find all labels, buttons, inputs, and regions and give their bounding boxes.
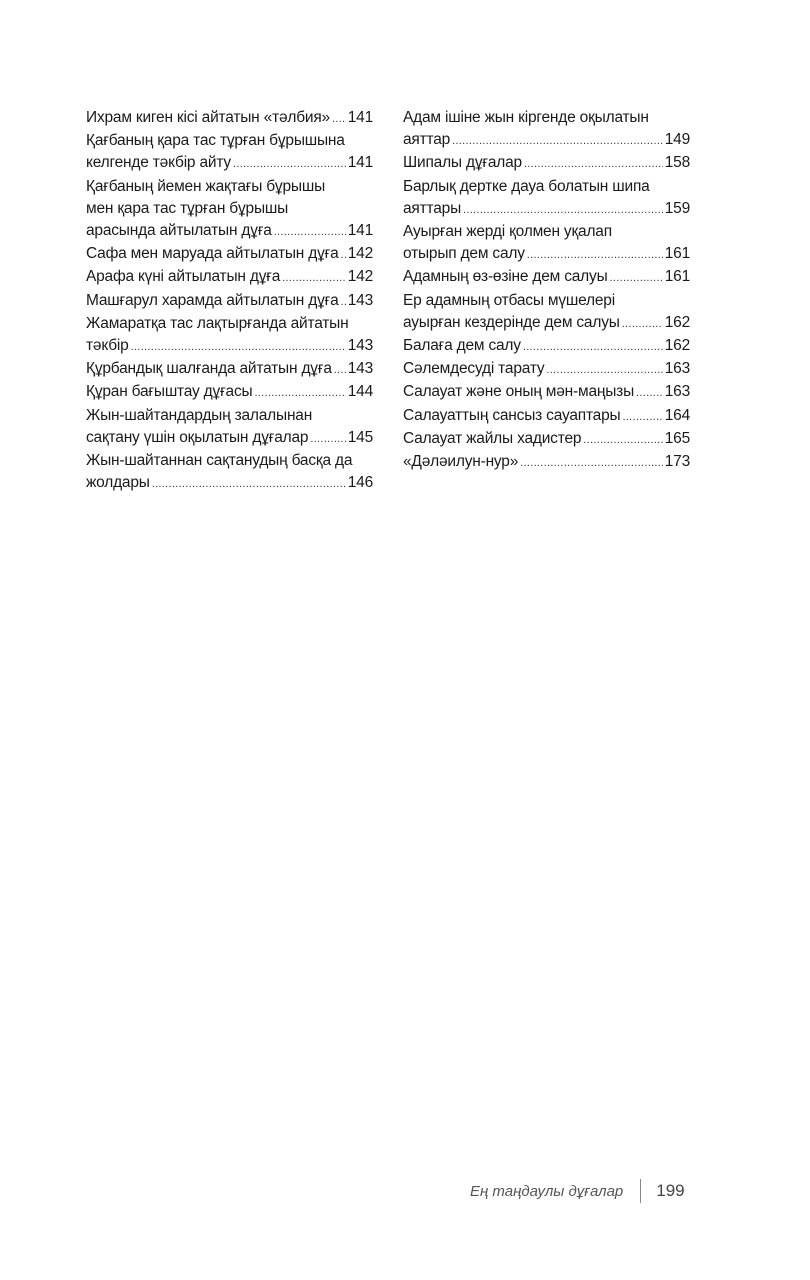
page-number: 199 <box>656 1181 685 1200</box>
toc-entry-title: Машғарул харамда айтылатын дұға <box>86 291 339 309</box>
toc-entry-leader-line <box>403 358 690 381</box>
dot-leader <box>546 359 662 381</box>
toc-left-column <box>86 107 373 495</box>
toc-entry-leader-line <box>86 220 373 243</box>
toc-entry-title: аяттары <box>403 199 462 217</box>
toc-entry <box>403 221 690 266</box>
toc-page-number: 162 <box>664 337 690 355</box>
toc-page-number: 173 <box>664 453 690 471</box>
toc-entry-line: Жын-шайтаннан сақтанудың басқа да <box>86 452 353 470</box>
dot-leader <box>520 452 663 474</box>
toc-entry-leader-line <box>403 451 690 474</box>
footer-divider <box>640 1179 641 1203</box>
toc-entry-line: Қағбаның йемен жақтағы бұрышы <box>86 177 326 195</box>
toc-entry <box>86 358 373 381</box>
toc-entry-leader-line <box>86 427 373 450</box>
dot-leader <box>334 359 346 381</box>
toc-entry-title: сақтану үшін оқылатын дұғалар <box>86 428 309 446</box>
toc-entry <box>86 405 373 450</box>
toc-entry <box>86 107 373 130</box>
toc-entry-leader-line <box>86 381 373 404</box>
toc-entry-line: Жамаратқа тас лақтырғанда айтатын <box>86 314 349 332</box>
toc-entry <box>403 428 690 451</box>
toc-entry-leader-line <box>86 290 373 313</box>
toc-entry-leader-line <box>86 107 373 130</box>
toc-entry <box>86 243 373 266</box>
toc-entry-title: ауырған кездерінде дем салуы <box>403 313 620 331</box>
toc-page-number: 163 <box>664 360 690 378</box>
dot-leader <box>233 153 346 175</box>
toc-entry <box>403 358 690 381</box>
toc-entry-title: Құран бағыштау дұғасы <box>86 383 253 401</box>
dot-leader <box>274 221 346 243</box>
toc-entry-line: Жын-шайтандардың залалынан <box>86 406 313 424</box>
dot-leader <box>341 291 346 313</box>
dot-leader <box>452 130 663 152</box>
toc-entry-line: Барлық дертке дауа болатын шипа <box>403 177 650 195</box>
dot-leader <box>610 267 663 289</box>
toc-page-number: 141 <box>347 109 373 126</box>
toc-entry-leader-line <box>403 129 690 152</box>
toc-entry-leader-line <box>403 152 690 175</box>
toc-entry <box>403 335 690 358</box>
toc-page-number: 164 <box>664 406 690 424</box>
dot-leader <box>524 153 663 175</box>
toc-page-number: 142 <box>347 245 373 263</box>
toc-page-number: 143 <box>347 291 373 309</box>
toc-page-number: 143 <box>347 337 373 355</box>
toc-page-number: 159 <box>664 199 690 217</box>
toc-entry-leader-line <box>86 152 373 175</box>
toc-entry <box>403 176 690 221</box>
toc-entry <box>403 266 690 289</box>
toc-entry-leader-line <box>403 266 690 289</box>
toc-entry-leader-line <box>86 335 373 358</box>
toc-page-number: 142 <box>347 268 373 286</box>
toc-page-number: 141 <box>347 154 373 172</box>
dot-leader <box>622 313 663 335</box>
toc-entry-title: Балаға дем салу <box>403 337 521 355</box>
toc-entry-title: отырып дем салу <box>403 245 525 263</box>
toc-entry <box>86 450 373 495</box>
dot-leader <box>131 336 346 358</box>
toc-entry-title: Адамның өз-өзіне дем салуы <box>403 268 608 286</box>
toc-entry-leader-line <box>403 243 690 266</box>
toc-entry-title: Салауат жайлы хадистер <box>403 429 582 447</box>
toc-entry-title: аяттар <box>403 131 451 149</box>
toc-entry-line: Адам ішіне жын кіргенде оқылатын <box>403 109 649 126</box>
toc-entry-leader-line <box>86 266 373 289</box>
dot-leader <box>527 244 663 266</box>
dot-leader <box>523 336 663 358</box>
toc-entry-title: жолдары <box>86 474 150 492</box>
toc-entry-title: Құрбандық шалғанда айтатын дұға <box>86 360 332 378</box>
toc-entry <box>86 381 373 404</box>
toc-entry <box>403 405 690 428</box>
toc-entry-title: Сафа мен маруада айтылатын дұға <box>86 245 339 263</box>
toc-entry-leader-line <box>86 243 373 266</box>
toc-entry-title: Салауат және оның мән-маңызы <box>403 383 635 401</box>
toc-entry <box>403 381 690 404</box>
toc-page-number: 163 <box>664 383 690 401</box>
toc-entry <box>403 107 690 152</box>
toc-entry-leader-line <box>403 312 690 335</box>
toc-entry-line: Ауырған жерді қолмен уқалап <box>403 223 612 241</box>
dot-leader <box>282 267 346 289</box>
toc-entry-title: келгенде тәкбір айту <box>86 154 231 172</box>
dot-leader <box>622 406 662 428</box>
page-footer <box>470 1178 685 1204</box>
toc-entry-leader-line <box>403 198 690 221</box>
toc-entry-leader-line <box>86 472 373 495</box>
toc-entry-title: Арафа күні айтылатын дұға <box>86 268 281 286</box>
toc-entry-title: Сәлемдесуді тарату <box>403 360 545 378</box>
toc-page-number: 161 <box>664 245 690 263</box>
toc-page-number: 146 <box>347 474 373 492</box>
toc-entry <box>86 266 373 289</box>
dot-leader <box>463 199 663 221</box>
toc-entry-line: мен қара тас тұрған бұрышы <box>86 199 289 217</box>
toc-page-number: 162 <box>664 313 690 331</box>
toc-entry <box>86 313 373 358</box>
toc-entry-title: Салауаттың сансыз сауаптары <box>403 406 621 424</box>
toc-entry <box>403 152 690 175</box>
toc-page-number: 165 <box>664 429 690 447</box>
toc-right-column <box>403 107 690 474</box>
toc-entry <box>86 130 373 175</box>
toc-entry-title: «Дәләилун-нур» <box>403 453 519 471</box>
toc-entry-title: арасында айтылатын дұға <box>86 222 272 240</box>
dot-leader <box>310 428 345 450</box>
toc-entry-leader-line <box>86 358 373 381</box>
running-title: Ең таңдаулы дұғалар <box>470 1182 624 1200</box>
toc-page-number: 144 <box>347 383 373 401</box>
toc-entry-title: тәкбір <box>86 337 129 355</box>
toc-page-number: 149 <box>664 131 690 149</box>
dot-leader <box>636 382 663 404</box>
toc-entry-leader-line <box>403 405 690 428</box>
toc-entry-line: Қағбаның қара тас тұрған бұрышына <box>86 132 345 150</box>
toc-entry-title: Ихрам киген кісі айтатын «тәлбия» <box>86 109 330 126</box>
toc-entry <box>403 451 690 474</box>
toc-entry <box>86 290 373 313</box>
toc-entry-leader-line <box>403 428 690 451</box>
dot-leader <box>152 473 346 495</box>
toc-page-number: 141 <box>347 222 373 240</box>
toc-entry-leader-line <box>403 335 690 358</box>
toc-entry-line: Ер адамның отбасы мүшелері <box>403 291 615 309</box>
toc-entry <box>403 290 690 335</box>
toc-page-number: 145 <box>347 428 373 446</box>
dot-leader <box>583 429 662 451</box>
toc-entry <box>86 176 373 244</box>
toc-entry-title: Шипалы дұғалар <box>403 154 522 172</box>
dot-leader <box>332 108 346 130</box>
dot-leader <box>254 382 345 404</box>
dot-leader <box>341 244 346 266</box>
toc-entry-leader-line <box>403 381 690 404</box>
toc-page-number: 161 <box>664 268 690 286</box>
toc-page-number: 158 <box>664 154 690 172</box>
toc-page-number: 143 <box>347 360 373 378</box>
